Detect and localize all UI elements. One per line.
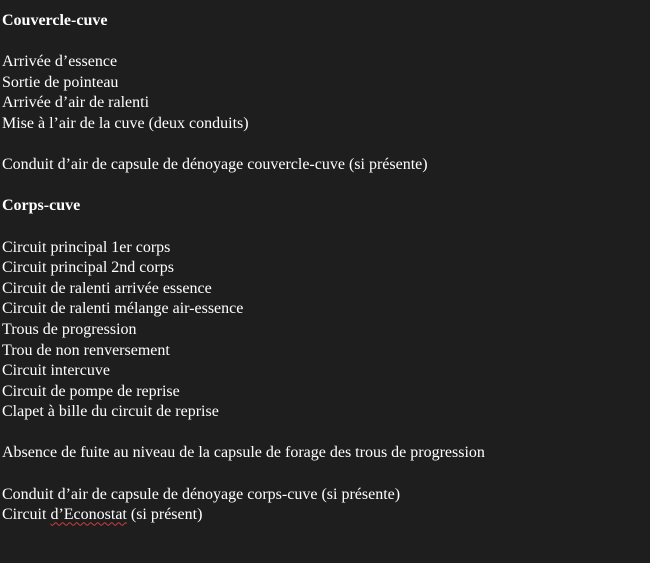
- list-item: Sortie de pointeau: [2, 73, 119, 91]
- list-item: Clapet à bille du circuit de reprise: [2, 403, 219, 421]
- blank-line: [2, 176, 650, 197]
- list-item-econostat: [2, 505, 650, 526]
- blank-line: [2, 217, 650, 238]
- line-suffix: (si présent): [126, 506, 203, 524]
- section-note: Conduit d’air de capsule de dénoyage couvercle-cuve (si présente): [2, 156, 428, 174]
- blank-line: [2, 464, 650, 485]
- list-item: Mise à l’air de la cuve (deux conduits): [2, 114, 249, 132]
- list-item: Circuit intercuve: [2, 362, 110, 380]
- blank-line: [2, 32, 650, 53]
- list-item: Circuit de pompe de reprise: [2, 382, 180, 400]
- list-item: Circuit principal 1er corps: [2, 238, 171, 256]
- list-item: Circuit principal 2nd corps: [2, 259, 174, 277]
- list-item: Arrivée d’air de ralenti: [2, 94, 150, 112]
- section-note: Absence de fuite au niveau de la capsule de forage des trous de progression: [2, 444, 485, 462]
- list-item: Circuit de ralenti arrivée essence: [2, 279, 212, 297]
- list-item: Arrivée d’essence: [2, 53, 118, 71]
- section-heading-couvercle-cuve: Couvercle-cuve: [2, 12, 108, 29]
- line-prefix: Circuit: [2, 506, 51, 524]
- spellcheck-flagged-word[interactable]: d’Econostat: [50, 506, 127, 524]
- blank-line: [2, 423, 650, 444]
- list-item: Trous de progression: [2, 320, 137, 338]
- section-heading-corps-cuve: Corps-cuve: [2, 197, 81, 215]
- list-item: Trou de non renversement: [2, 341, 170, 359]
- blank-line: [2, 135, 650, 156]
- list-item: Circuit de ralenti mélange air-essence: [2, 300, 244, 318]
- section-note: Conduit d’air de capsule de dénoyage corps-cuve (si présente): [2, 485, 401, 503]
